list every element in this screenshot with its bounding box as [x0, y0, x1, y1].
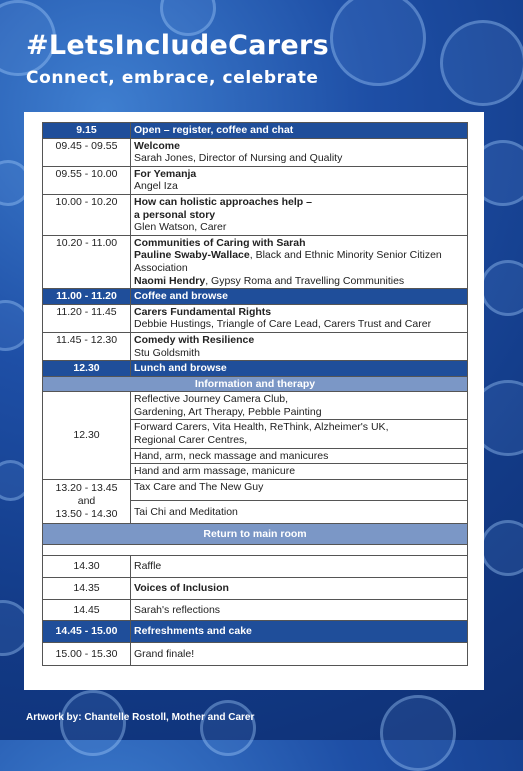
table-row: [43, 621, 468, 643]
table-row: [43, 556, 468, 578]
session-title: For Yemanja: [134, 167, 197, 180]
session-title: How can holistic approaches help –: [134, 195, 312, 208]
row-item: Raffle: [131, 556, 468, 578]
section-heading: Return to main room: [43, 523, 468, 545]
row-item: Grand finale!: [131, 642, 468, 666]
row-time: 15.00 - 15.30: [43, 642, 131, 666]
row-item: Tai Chi and Meditation: [131, 500, 468, 523]
row-item: Refreshments and cake: [131, 621, 468, 643]
session-detail: Angel Iza: [134, 180, 178, 193]
page-title: #LetsIncludeCarers: [26, 30, 329, 61]
table-row: [43, 332, 468, 360]
row-time: 10.00 - 10.20: [43, 194, 131, 235]
table-row: [43, 235, 468, 288]
speaker-name: Pauline Swaby-Wallace: [134, 249, 250, 262]
activity-line: Forward Carers, Vita Health, ReThink, Alzheimer's UK,: [134, 421, 389, 434]
session-detail: Stu Goldsmith: [134, 346, 200, 359]
table-row: [43, 545, 468, 556]
row-time: 09.45 - 09.55: [43, 138, 131, 166]
page-header: [26, 30, 329, 88]
speaker-line: [134, 275, 464, 288]
row-item: [131, 420, 468, 448]
row-item: [131, 332, 468, 360]
row-time: 14.45 - 15.00: [43, 621, 131, 643]
table-row: [43, 361, 468, 377]
table-row: [43, 392, 468, 420]
speaker-line: [134, 249, 464, 274]
speaker-affiliation: , Black and Ethnic Minority Senior Citizen Association: [134, 249, 442, 274]
row-time: 12.30: [43, 361, 131, 377]
row-item: [131, 392, 468, 420]
schedule-table: [42, 122, 468, 666]
activity-line: Reflective Journey Camera Club,: [134, 393, 289, 406]
session-detail: Debbie Hustings, Triangle of Care Lead, Carers Trust and Carer: [134, 318, 432, 331]
row-time: 14.30: [43, 556, 131, 578]
row-item: Sarah's reflections: [131, 599, 468, 621]
section-row: [43, 376, 468, 392]
table-row: [43, 578, 468, 600]
row-time: 11.00 - 11.20: [43, 289, 131, 305]
row-item: Coffee and browse: [131, 289, 468, 305]
row-item: Open – register, coffee and chat: [131, 123, 468, 139]
session-title: Comedy with Resilience: [134, 333, 255, 346]
row-item: [131, 304, 468, 332]
table-row: [43, 194, 468, 235]
section-heading: Information and therapy: [43, 376, 468, 392]
activity-line: Regional Carer Centres,: [134, 434, 248, 447]
artwork-credit: Artwork by: Chantelle Rostoll, Mother and Carer: [26, 712, 255, 723]
row-item: Lunch and browse: [131, 361, 468, 377]
row-item: [131, 138, 468, 166]
row-item: Hand and arm massage, manicure: [131, 464, 468, 480]
schedule-card: [24, 112, 484, 690]
table-row: [43, 479, 468, 500]
row-time: 14.45: [43, 599, 131, 621]
spacer-row: [43, 545, 468, 556]
table-row: [43, 138, 468, 166]
row-item: Hand, arm, neck massage and manicures: [131, 448, 468, 464]
row-item: Voices of Inclusion: [131, 578, 468, 600]
row-time: 10.20 - 11.00: [43, 235, 131, 288]
page-subtitle: Connect, embrace, celebrate: [26, 68, 319, 89]
time-range: 13.50 - 14.30: [55, 507, 118, 520]
row-item: Tax Care and The New Guy: [131, 479, 468, 500]
session-title: Welcome: [134, 139, 180, 152]
time-connector: and: [77, 495, 96, 508]
row-item: [131, 194, 468, 235]
row-time: 14.35: [43, 578, 131, 600]
table-row: [43, 123, 468, 139]
table-row: [43, 642, 468, 666]
table-row: [43, 304, 468, 332]
section-row: [43, 523, 468, 545]
row-time: 9.15: [43, 123, 131, 139]
row-item: [131, 166, 468, 194]
session-title: Carers Fundamental Rights: [134, 305, 272, 318]
row-time: 09.55 - 10.00: [43, 166, 131, 194]
session-title-line2: a personal story: [134, 208, 216, 221]
session-title: Communities of Caring with Sarah: [134, 236, 306, 249]
speaker-affiliation: , Gypsy Roma and Travelling Communities: [205, 274, 405, 287]
table-row: [43, 166, 468, 194]
table-row: [43, 599, 468, 621]
session-detail: Glen Watson, Carer: [134, 221, 227, 234]
activity-line: Gardening, Art Therapy, Pebble Painting: [134, 405, 322, 418]
session-detail: Sarah Jones, Director of Nursing and Quality: [134, 152, 343, 165]
row-time: 11.45 - 12.30: [43, 332, 131, 360]
row-item: [131, 235, 468, 288]
row-time: [43, 479, 131, 523]
table-row: [43, 289, 468, 305]
time-range: 13.20 - 13.45: [55, 482, 118, 495]
row-time: 12.30: [43, 392, 131, 480]
row-time: 11.20 - 11.45: [43, 304, 131, 332]
speaker-name: Naomi Hendry: [134, 274, 206, 287]
